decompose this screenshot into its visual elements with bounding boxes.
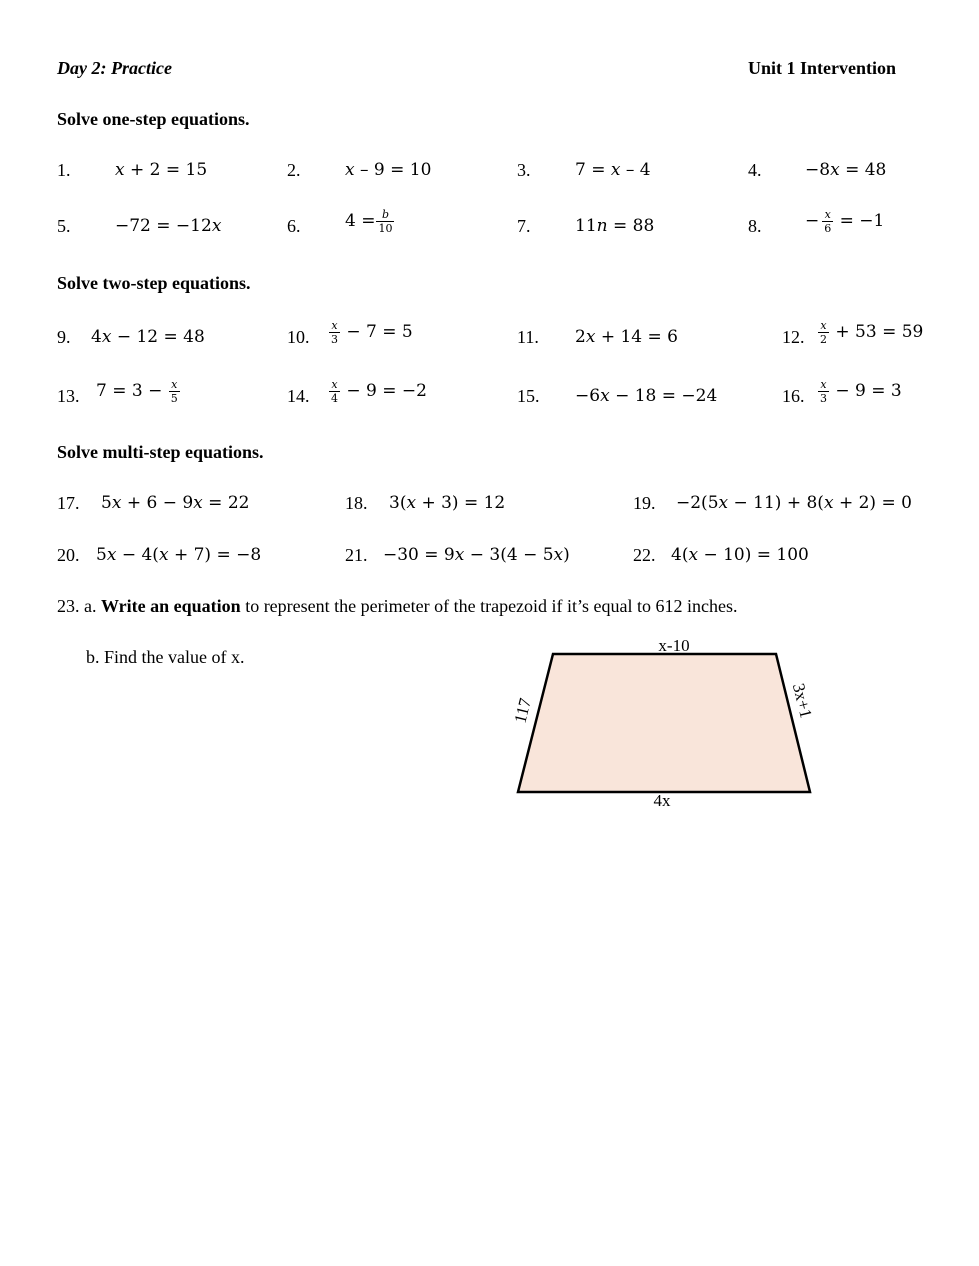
- problem-7-equation: 11n = 88: [575, 216, 655, 236]
- problem-number: 7.: [517, 216, 531, 236]
- problem-3-equation: 7 = x – 4: [575, 160, 651, 180]
- problem-number: 19.: [633, 493, 656, 513]
- problem-18-equation: 3(x + 3) = 12: [389, 493, 506, 513]
- problem-6-equation: 4 = $\frac{b}{10}$: [345, 208, 393, 235]
- problem-number: 5.: [57, 216, 71, 236]
- problem-21-equation: −30 = 9x − 3(4 − 5x): [383, 545, 570, 565]
- problem-4-equation: −8x = 48: [805, 160, 887, 180]
- problem-2-equation: x – 9 = 10: [345, 160, 432, 180]
- trapezoid-shape: [518, 654, 810, 792]
- problem-15-equation: −6x − 18 = −24: [575, 386, 718, 406]
- trapezoid-figure: [500, 630, 840, 815]
- problem-1-equation: x + 2 = 15: [115, 160, 208, 180]
- problem-number: 3.: [517, 160, 531, 180]
- page-label: Day 2: Practice: [57, 58, 172, 78]
- problem-number: 17.: [57, 493, 80, 513]
- problem-number: 9.: [57, 327, 71, 347]
- unit-title: Unit 1 Intervention: [748, 58, 896, 78]
- trapezoid-bottom-label: 4x: [653, 791, 671, 810]
- problem-number: 6.: [287, 216, 301, 236]
- question-23-part-a: 23. a. Write an equation to represent the perimeter of the trapezoid if it’s equal to 612 inches.: [57, 596, 738, 616]
- problem-number: 18.: [345, 493, 368, 513]
- problem-number: 16.: [782, 386, 805, 406]
- problem-number: 15.: [517, 386, 540, 406]
- problem-19-equation: −2(5x − 11) + 8(x + 2) = 0: [676, 493, 912, 513]
- problem-17-equation: 5x + 6 − 9x = 22: [101, 493, 250, 513]
- problem-13-equation: 7 = 3 − $\frac{x}{5}$: [96, 378, 178, 405]
- problem-number: 8.: [748, 216, 762, 236]
- trapezoid-left-label: 117: [510, 696, 535, 726]
- problem-12-equation: $\frac{x}{2}$ + 53 = 59: [820, 319, 924, 346]
- section-heading-one-step: Solve one-step equations.: [57, 109, 250, 129]
- trapezoid-top-label: x-10: [658, 636, 690, 655]
- problem-14-equation: $\frac{x}{4}$ − 9 = −2: [331, 378, 427, 405]
- problem-number: 12.: [782, 327, 805, 347]
- problem-22-equation: 4(x − 10) = 100: [671, 545, 809, 565]
- problem-20-equation: 5x − 4(x + 7) = −8: [96, 545, 262, 565]
- problem-8-equation: − $\frac{x}{6}$ = −1: [805, 208, 885, 235]
- problem-number: 1.: [57, 160, 71, 180]
- problem-number: 10.: [287, 327, 310, 347]
- question-23-part-b: b. Find the value of x.: [86, 647, 245, 667]
- section-heading-two-step: Solve two-step equations.: [57, 273, 251, 293]
- problem-9-equation: 4x − 12 = 48: [91, 327, 205, 347]
- problem-number: 4.: [748, 160, 762, 180]
- problem-number: 13.: [57, 386, 80, 406]
- problem-number: 14.: [287, 386, 310, 406]
- problem-11-equation: 2x + 14 = 6: [575, 327, 678, 347]
- section-heading-multi-step: Solve multi-step equations.: [57, 442, 264, 462]
- problem-number: 22.: [633, 545, 656, 565]
- problem-number: 2.: [287, 160, 301, 180]
- problem-10-equation: $\frac{x}{3}$ − 7 = 5: [331, 319, 413, 346]
- problem-16-equation: $\frac{x}{3}$ − 9 = 3: [820, 378, 902, 405]
- problem-number: 21.: [345, 545, 368, 565]
- problem-5-equation: −72 = −12x: [115, 216, 222, 236]
- problem-number: 11.: [517, 327, 539, 347]
- trapezoid-right-label: 3x+1: [788, 681, 816, 720]
- problem-number: 20.: [57, 545, 80, 565]
